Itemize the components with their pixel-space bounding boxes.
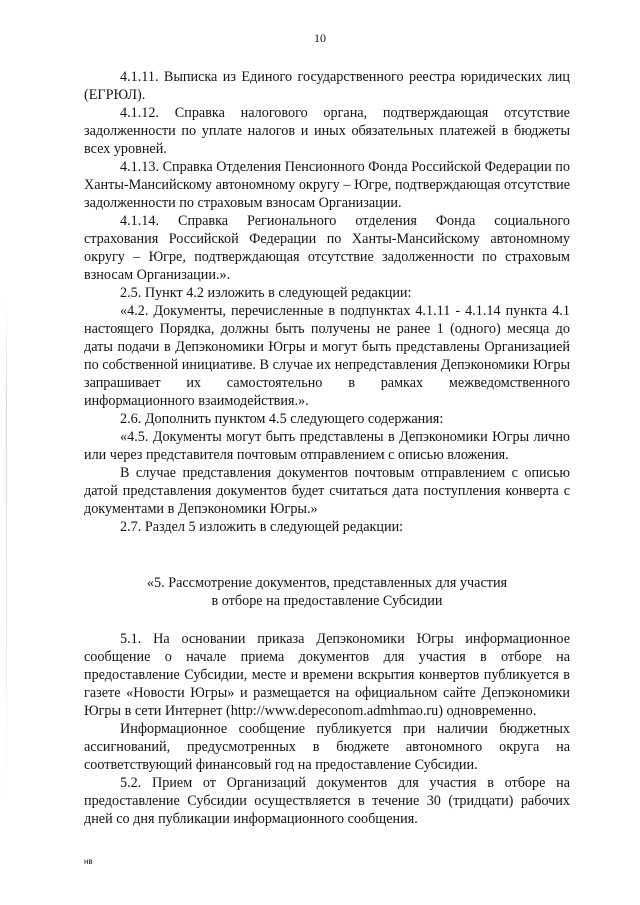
paragraph-5-1: 5.1. На основании приказа Депэкономики Югры информационное сообщение о начале приема документов для участия в отборе на предоставление Субсидии, месте и времени вскрытия конвертов публикуется в газете «Новости Югры» и размещается на официальном сайте Депэкономики Югры в сети Интернет (http://www.depeconom.admhmao.ru) одновременно.	[84, 631, 570, 719]
body-text-section-5	[84, 630, 570, 828]
paragraph-4-1-12: 4.1.12. Справка налогового органа, подтверждающая отсутствие задолженности по уплате налогов и иных обязательных платежей в бюджеты всех уровней.	[84, 105, 570, 157]
body-text-top	[84, 68, 570, 536]
paragraph-4-1-14: 4.1.14. Справка Регионального отделения Фонда социального страхования Российской Федерации по Ханты-Мансийскому автономному округу – Югре, подтверждающая отсутствие задолженности по страховым взносам Организации.».	[84, 213, 570, 283]
paragraph-4-5: «4.5. Документы могут быть представлены в Депэкономики Югры лично или через представителя почтовым отправлением с описью вложения.	[84, 429, 570, 463]
paragraph-5-2: 5.2. Прием от Организаций документов для участия в отборе на предоставление Субсидии осуществляется в течение 30 (тридцати) рабочих дней со дня публикации информационного сообщения.	[84, 775, 570, 827]
paragraph-4-2: «4.2. Документы, перечисленные в подпунктах 4.1.11 - 4.1.14 пункта 4.1 настоящего Порядка, должны быть получены не ранее 1 (одного) месяца до даты подачи в Депэкономики Югры и могут быть представлены Организацией по собственной инициативе. В случае их непредставления Депэкономики Югры запрашивает их самостоятельно в рамках межведомственного информационного взаимодействия.».	[84, 303, 570, 409]
paragraph-2-6: 2.6. Дополнить пунктом 4.5 следующего содержания:	[120, 411, 444, 427]
section-heading-line-2: в отборе на предоставление Субсидии	[211, 593, 443, 609]
paragraph-4-1-13: 4.1.13. Справка Отделения Пенсионного Фонда Российской Федерации по Ханты-Мансийскому автономному округу – Югре, подтверждающая отсутствие задолженности по страховым взносам Организации.	[84, 159, 570, 211]
paragraph-4-5-mail: В случае представления документов почтовым отправлением с описью датой представления документов будет считаться дата поступления конверта с документами в Депэкономики Югры.»	[84, 465, 570, 517]
section-heading-line-1: «5. Рассмотрение документов, представленных для участия	[146, 575, 508, 591]
page-number: 10	[314, 31, 326, 45]
scan-edge-shadow	[6, 300, 7, 800]
footer-initials: нв	[84, 857, 93, 866]
paragraph-4-1-11: 4.1.11. Выписка из Единого государственного реестра юридических лиц (ЕГРЮЛ).	[84, 69, 570, 103]
paragraph-2-5: 2.5. Пункт 4.2 изложить в следующей редакции:	[120, 285, 412, 301]
paragraph-2-7: 2.7. Раздел 5 изложить в следующей редакции:	[120, 519, 404, 535]
section-heading	[84, 574, 570, 610]
paragraph-5-1-funding: Информационное сообщение публикуется при наличии бюджетных ассигнований, предусмотренных в бюджете автономного округа на соответствующий финансовый год на предоставление Субсидии.	[84, 721, 570, 773]
